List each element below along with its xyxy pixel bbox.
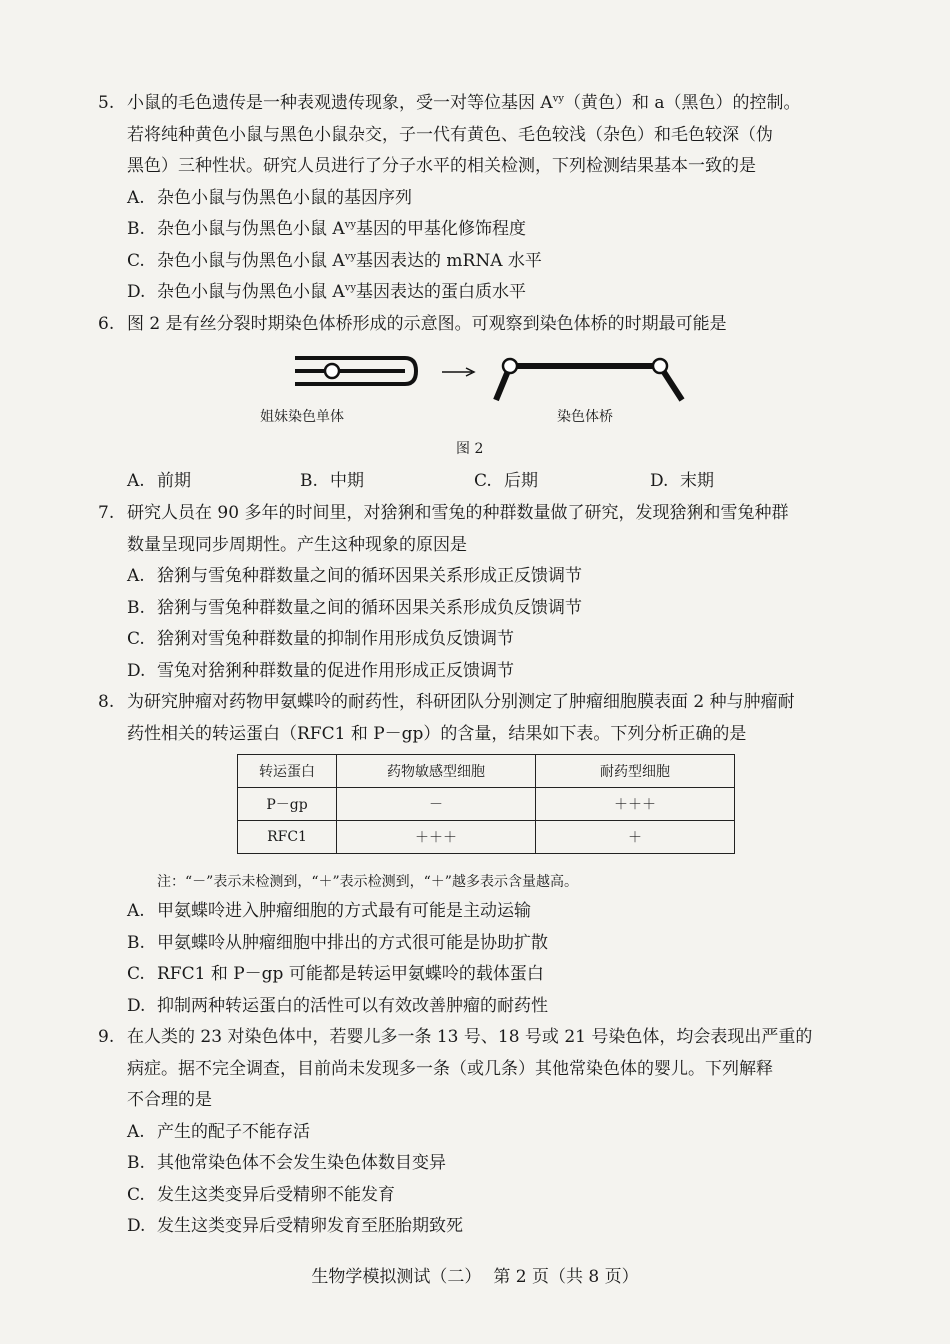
q7-option-c: C. 猞猁对雪兔种群数量的抑制作用形成负反馈调节 (127, 629, 514, 649)
q9-option-a: A. 产生的配子不能存活 (127, 1122, 310, 1142)
table-cell: ＋＋＋ (337, 821, 536, 854)
q8-option-c: C. RFC1 和 P－gp 可能都是转运甲氨蝶呤的载体蛋白 (127, 964, 544, 984)
q6-option-c: C. 后期 (474, 471, 538, 491)
q8-option-b: B. 甲氨蝶呤从肿瘤细胞中排出的方式很可能是协助扩散 (127, 933, 548, 953)
table-cell: P－gp (238, 788, 337, 821)
table-cell: － (337, 788, 536, 821)
q8-line-2: 药性相关的转运蛋白（RFC1 和 P－gp）的含量，结果如下表。下列分析正确的是 (127, 724, 747, 744)
page-number: 第 2 页（共 8 页） (493, 1267, 639, 1287)
q9-line-1: 9. 在人类的 23 对染色体中，若婴儿多一条 13 号、18 号或 21 号染色体，均会表现出严重的 (98, 1027, 813, 1047)
sister-chromatids-label: 姐妹染色单体 (260, 409, 344, 425)
q8-option-d: D. 抑制两种转运蛋白的活性可以有效改善肿瘤的耐药性 (127, 996, 548, 1016)
table-header-cell: 耐药型细胞 (536, 755, 735, 788)
figure-label: 图 2 (456, 441, 484, 457)
q5-option-a: A. 杂色小鼠与伪黑色小鼠的基因序列 (127, 188, 412, 208)
table-row (238, 821, 735, 854)
table-cell: ＋＋＋ (536, 788, 735, 821)
q6-option-a: A. 前期 (127, 471, 191, 491)
q9-number: 9. (98, 1027, 115, 1047)
table-note: 注：“－”表示未检测到，“＋”表示检测到，“＋”越多表示含量越高。 (157, 874, 578, 890)
q9-line-2: 病症。据不完全调查，目前尚未发现多一条（或几条）其他常染色体的婴儿。下列解释 (127, 1059, 773, 1079)
arrow-icon (442, 368, 474, 376)
q5-line-3: 黑色）三种性状。研究人员进行了分子水平的相关检测，下列检测结果基本一致的是 (127, 156, 756, 176)
q5-number: 5. (98, 93, 115, 113)
table-cell: ＋ (536, 821, 735, 854)
q9-option-b: B. 其他常染色体不会发生染色体数目变异 (127, 1153, 446, 1173)
q7-number: 7. (98, 503, 115, 523)
q6-line-1: 6. 图 2 是有丝分裂时期染色体桥形成的示意图。可观察到染色体桥的时期最可能是 (98, 314, 727, 334)
exam-title: 生物学模拟测试（二） (311, 1267, 482, 1287)
q6-number: 6. (98, 314, 115, 334)
q6-option-d: D. 末期 (650, 471, 714, 491)
transport-protein-table (237, 754, 735, 854)
q7-option-b: B. 猞猁与雪兔种群数量之间的循环因果关系形成负反馈调节 (127, 598, 582, 618)
chromosome-bridge-diagram (250, 344, 710, 414)
q7-option-d: D. 雪兔对猞猁种群数量的促进作用形成正反馈调节 (127, 661, 514, 681)
page-footer (0, 1262, 950, 1287)
chromosome-bridge-label: 染色体桥 (557, 409, 613, 425)
q7-option-a: A. 猞猁与雪兔种群数量之间的循环因果关系形成正反馈调节 (127, 566, 582, 586)
q8-number: 8. (98, 692, 115, 712)
figure-2 (250, 344, 710, 459)
q6-option-b: B. 中期 (300, 471, 364, 491)
chromosome-bridge-drawing (496, 359, 682, 400)
q7-line-1: 7. 研究人员在 90 多年的时间里，对猞猁和雪兔的种群数量做了研究，发现猞猁和雪兔种群 (98, 503, 789, 523)
q5-line-2: 若将纯种黄色小鼠与黑色小鼠杂交，子一代有黄色、毛色较浅（杂色）和毛色较深（伪 (127, 125, 773, 145)
q9-option-d: D. 发生这类变异后受精卵发育至胚胎期致死 (127, 1216, 463, 1236)
table-header-row (238, 755, 735, 788)
sister-chromatids-drawing (295, 358, 416, 384)
table-header-cell: 转运蛋白 (238, 755, 337, 788)
q5-option-c: C. 杂色小鼠与伪黑色小鼠 $A^{vy}$基因表达的 mRNA 水平 (127, 251, 542, 271)
q9-line-3: 不合理的是 (127, 1090, 212, 1110)
q5-line-1: 5. 小鼠的毛色遗传是一种表观遗传现象，受一对等位基因 $A^{vy}$（黄色）和 a（黑色）的控制。 (98, 93, 801, 113)
q8-option-a: A. 甲氨蝶呤进入肿瘤细胞的方式最有可能是主动运输 (127, 901, 531, 921)
q5-option-b: B. 杂色小鼠与伪黑色小鼠 $A^{vy}$基因的甲基化修饰程度 (127, 219, 526, 239)
q8-line-1: 8. 为研究肿瘤对药物甲氨蝶呤的耐药性，科研团队分别测定了肿瘤细胞膜表面 2 种与肿瘤耐 (98, 692, 795, 712)
q5-option-d: D. 杂色小鼠与伪黑色小鼠 $A^{vy}$基因表达的蛋白质水平 (127, 282, 526, 302)
table-cell: RFC1 (238, 821, 337, 854)
q7-line-2: 数量呈现同步周期性。产生这种现象的原因是 (127, 535, 467, 555)
q9-option-c: C. 发生这类变异后受精卵不能发育 (127, 1185, 395, 1205)
table-header-cell: 药物敏感型细胞 (337, 755, 536, 788)
table-row (238, 788, 735, 821)
